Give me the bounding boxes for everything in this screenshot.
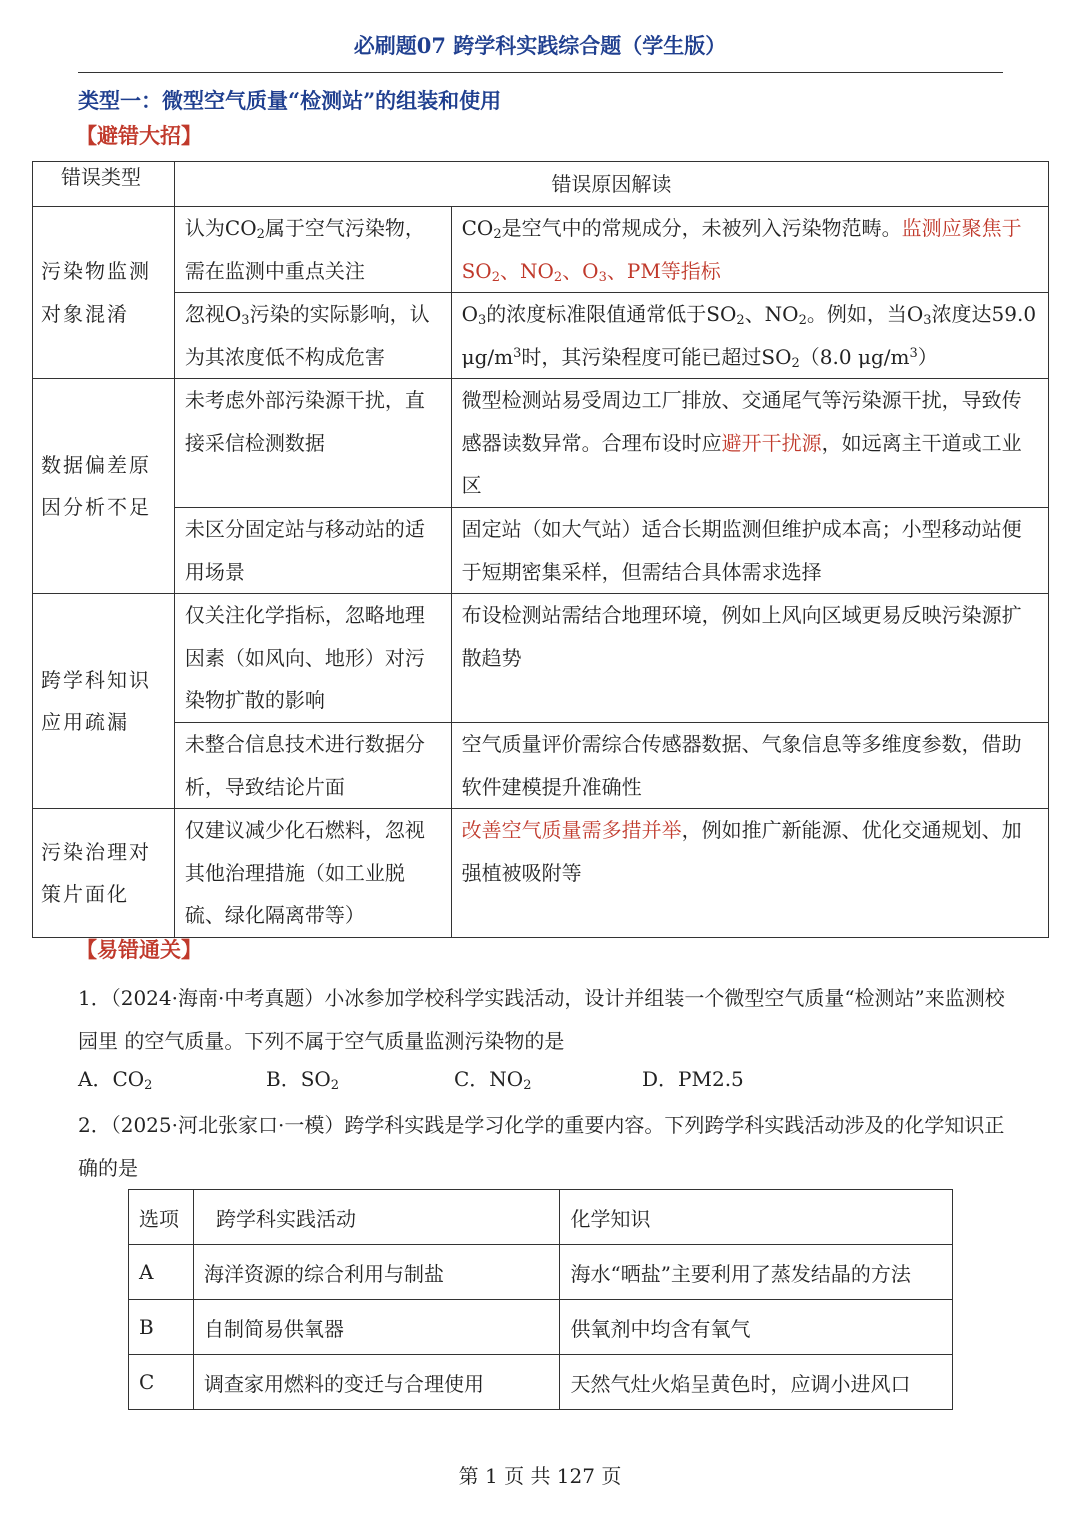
avoid-errors-tag: 【避错大招】 <box>76 123 202 148</box>
header-cell: 错误类型 <box>33 162 175 207</box>
explanation-cell: 改善空气质量需多措并举，例如推广新能源、优化交通规划、加强植被吸附等 <box>451 809 1048 938</box>
option-b: B．$SO_2$ <box>266 1067 340 1093</box>
table-row <box>33 723 1049 809</box>
explanation-cell: 固定站（如大气站）适合长期监测但维护成本高；小型移动站便于短期密集采样，但需结合具体需求选择 <box>451 508 1048 594</box>
error-cell: 未区分固定站与移动站的适用场景 <box>174 508 451 594</box>
header-cell: 化学知识 <box>560 1190 953 1245</box>
option-c: C．$NO_2$ <box>454 1067 532 1093</box>
category-cell: 数据偏差原因分析不足 <box>33 379 175 594</box>
option-cell: A <box>129 1245 194 1300</box>
error-table <box>32 161 1049 938</box>
error-cell: 未考虑外部污染源干扰，直接采信检测数据 <box>174 379 451 508</box>
explanation-cell: 微型检测站易受周边工厂排放、交通尾气等污染源干扰，导致传感器读数异常。合理布设时应避开干扰源，如远离主干道或工业区 <box>451 379 1048 508</box>
error-cell: 认为$CO_2$属于空气污染物，需在监测中重点关注 <box>174 207 451 293</box>
header-divider <box>78 72 1003 73</box>
option-a: A．$CO_2$ <box>78 1067 153 1093</box>
question-2-table <box>128 1189 953 1410</box>
knowledge-cell: 天然气灶火焰呈黄色时，应调小进风口 <box>560 1355 953 1410</box>
category-cell: 跨学科知识应用疏漏 <box>33 594 175 809</box>
explanation-cell: $CO_2$是空气中的常规成分，未被列入污染物范畴。监测应聚焦于$SO_2$、$NO_2$、$O_3$、PM等指标 <box>451 207 1048 293</box>
explanation-cell: 空气质量评价需综合传感器数据、气象信息等多维度参数，借助软件建模提升准确性 <box>451 723 1048 809</box>
option-cell: B <box>129 1300 194 1355</box>
header-cell: 选项 <box>129 1190 194 1245</box>
page-footer: 第 1 页 共 127 页 <box>458 1464 622 1488</box>
knowledge-cell: 供氧剂中均含有氧气 <box>560 1300 953 1355</box>
error-cell: 未整合信息技术进行数据分析，导致结论片面 <box>174 723 451 809</box>
explanation-cell: 布设检测站需结合地理环境，例如上风向区域更易反映污染源扩散趋势 <box>451 594 1048 723</box>
table-header-row <box>33 162 1049 207</box>
explanation-cell: $O_3$的浓度标准限值通常低于$SO_2$、$NO_2$。例如，当$O_3$浓度达59.0 $\mu g/m^3$时，其污染程度可能已超过$SO_2(8.0$ $\mu g/m^3$） <box>451 293 1048 379</box>
page-title: 必刷题07 跨学科实践综合题（学生版） <box>353 33 727 58</box>
error-cell: 仅建议减少化石燃料，忽视其他治理措施（如工业脱硫、绿化隔离带等） <box>174 809 451 938</box>
table-row <box>129 1355 953 1410</box>
option-d: D．PM2.5 <box>642 1067 744 1091</box>
table-row <box>33 594 1049 723</box>
header-cell: 跨学科实践活动 <box>193 1190 560 1245</box>
error-cell: 仅关注化学指标，忽略地理因素（如风向、地形）对污染物扩散的影响 <box>174 594 451 723</box>
activity-cell: 自制简易供氧器 <box>193 1300 560 1355</box>
option-cell: C <box>129 1355 194 1410</box>
table-header-row <box>129 1190 953 1245</box>
table-row <box>33 809 1049 938</box>
question-2-text: 2．（2025·河北张家口·一模）跨学科实践是学习化学的重要内容。下列跨学科实践活动涉及的化学知识正确的是 <box>78 1113 1005 1180</box>
section-title: 类型一：微型空气质量“检测站”的组装和使用 <box>78 88 502 113</box>
header-cell: 错误原因解读 <box>174 162 1048 207</box>
table-row <box>33 207 1049 293</box>
error-cell: 忽视$O_3$污染的实际影响，认为其浓度低不构成危害 <box>174 293 451 379</box>
table-row <box>129 1245 953 1300</box>
table-row <box>33 379 1049 508</box>
table-row <box>33 293 1049 379</box>
table-row <box>33 508 1049 594</box>
table-row <box>129 1300 953 1355</box>
activity-cell: 海洋资源的综合利用与制盐 <box>193 1245 560 1300</box>
pass-errors-tag: 【易错通关】 <box>76 937 202 962</box>
knowledge-cell: 海水“晒盐”主要利用了蒸发结晶的方法 <box>560 1245 953 1300</box>
category-cell: 污染物监测对象混淆 <box>33 207 175 379</box>
category-cell: 污染治理对策片面化 <box>33 809 175 938</box>
activity-cell: 调查家用燃料的变迁与合理使用 <box>193 1355 560 1410</box>
question-1-text: 1．（2024·海南·中考真题）小冰参加学校科学实践活动，设计并组装一个微型空气质量“检测站”来监测校园里 的空气质量。下列不属于空气质量监测污染物的是 <box>78 986 1005 1053</box>
